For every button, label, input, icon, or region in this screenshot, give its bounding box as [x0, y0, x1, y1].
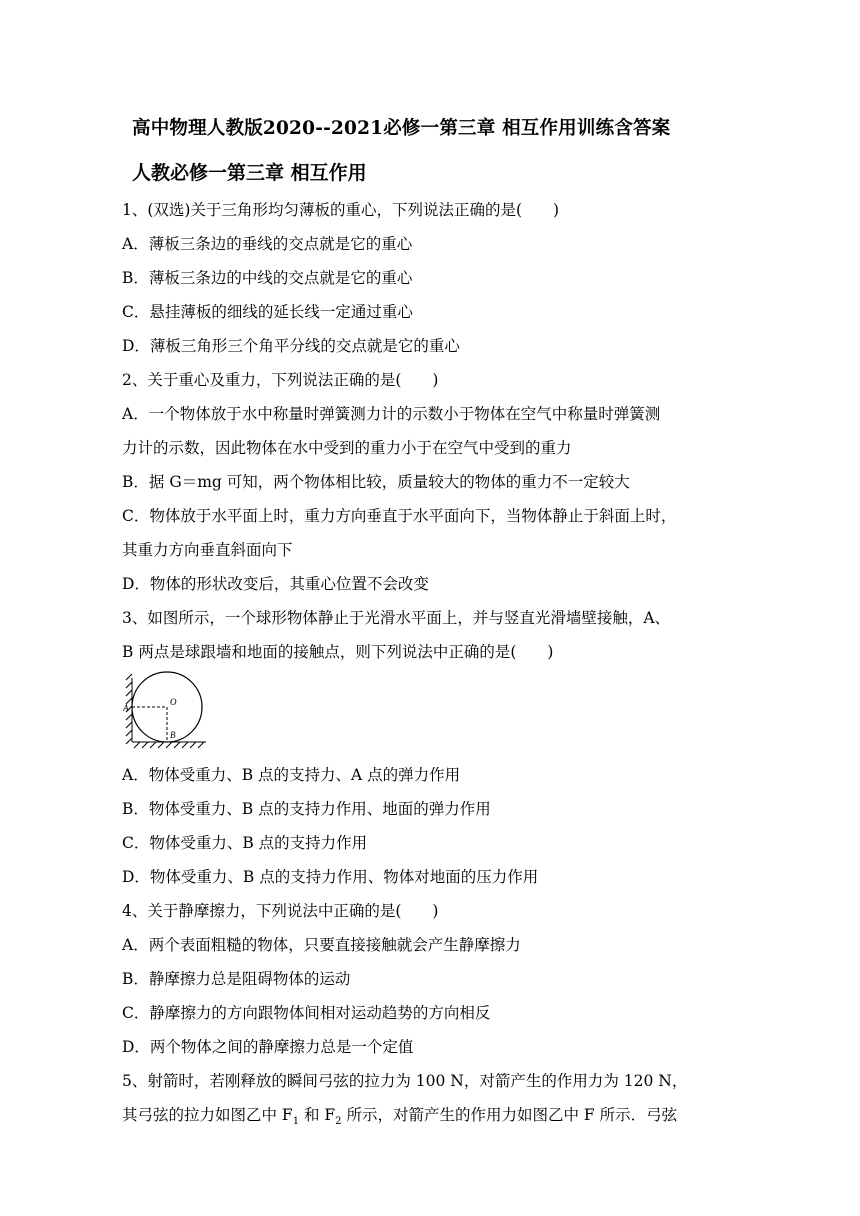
- question-2-option-c-line-2: 其重力方向垂直斜面向下: [122, 541, 293, 559]
- question-3-stem-line-1: 3、如图所示，一个球形物体静止于光滑水平面上，并与竖直光滑墙壁接触，A、: [122, 609, 671, 627]
- question-5-line-2-part-2: 和 F: [299, 1106, 336, 1124]
- document-title: 高中物理人教版2020--2021必修一第三章 相互作用训练含答案: [132, 118, 671, 139]
- question-1-option-b: B．薄板三条边的中线的交点就是它的重心: [122, 269, 413, 287]
- label-a: A: [123, 703, 129, 713]
- question-4-option-d: D．两个物体之间的静摩擦力总是一个定值: [122, 1038, 414, 1056]
- question-2-option-c-line-1: C．物体放于水平面上时，重力方向垂直于水平面向下，当物体静止于斜面上时，: [122, 507, 677, 525]
- question-3-stem-line-2: B 两点是球跟墙和地面的接触点，则下列说法中正确的是( ): [122, 643, 554, 661]
- question-1-stem: 1、(双选)关于三角形均匀薄板的重心，下列说法正确的是( ): [122, 201, 560, 219]
- label-o: O: [170, 697, 177, 707]
- question-3-option-a: A．物体受重力、B 点的支持力、A 点的弹力作用: [122, 766, 461, 784]
- ground-hatching: [132, 742, 206, 748]
- question-3-option-c: C．物体受重力、B 点的支持力作用: [122, 834, 368, 852]
- question-1-option-a: A．薄板三条边的垂线的交点就是它的重心: [122, 235, 413, 253]
- ball-wall-figure: [122, 672, 744, 752]
- question-list: [122, 193, 744, 1132]
- question-4-option-b: B．静摩擦力总是阻碍物体的运动: [122, 970, 351, 988]
- question-1-option-c: C．悬挂薄板的细线的延长线一定通过重心: [122, 303, 413, 321]
- subscript-1: 1: [292, 1116, 300, 1128]
- question-5-line-2: [122, 1098, 744, 1132]
- ball-against-wall-diagram: [124, 672, 214, 750]
- question-5-line-1: 5、射箭时，若刚释放的瞬间弓弦的拉力为 100 N，对箭产生的作用力为 120 N，: [122, 1072, 688, 1090]
- question-2-option-d: D．物体的形状改变后，其重心位置不会改变: [122, 575, 429, 593]
- question-2-stem: 2、关于重心及重力，下列说法正确的是( ): [122, 371, 439, 389]
- question-4-option-c: C．静摩擦力的方向跟物体间相对运动趋势的方向相反: [122, 1004, 491, 1022]
- question-3-option-d: D．物体受重力、B 点的支持力作用、物体对地面的压力作用: [122, 868, 539, 886]
- question-5-line-2-part-1: 其弓弦的拉力如图乙中 F: [122, 1106, 293, 1124]
- question-4-stem: 4、关于静摩擦力，下列说法中正确的是( ): [122, 902, 439, 920]
- question-2-option-a-line-1: A．一个物体放于水中称量时弹簧测力计的示数小于物体在空气中称量时弹簧测: [122, 405, 661, 423]
- chapter-heading: 人教必修一第三章 相互作用: [132, 162, 367, 184]
- subscript-2: 2: [335, 1116, 342, 1128]
- question-4-option-a: A．两个表面粗糙的物体，只要直接接触就会产生静摩擦力: [122, 936, 521, 954]
- question-2-option-b: B．据 G＝mg 可知，两个物体相比较，质量较大的物体的重力不一定较大: [122, 473, 630, 491]
- question-2-option-a-line-2: 力计的示数，因此物体在水中受到的重力小于在空气中受到的重力: [122, 439, 572, 457]
- question-1-option-d: D．薄板三角形三个角平分线的交点就是它的重心: [122, 337, 460, 355]
- label-b: B: [170, 730, 176, 740]
- question-5-line-2-part-3: 所示，对箭产生的作用力如图乙中 F 所示．弓弦: [341, 1106, 678, 1124]
- question-3-option-b: B．物体受重力、B 点的支持力作用、地面的弹力作用: [122, 800, 491, 818]
